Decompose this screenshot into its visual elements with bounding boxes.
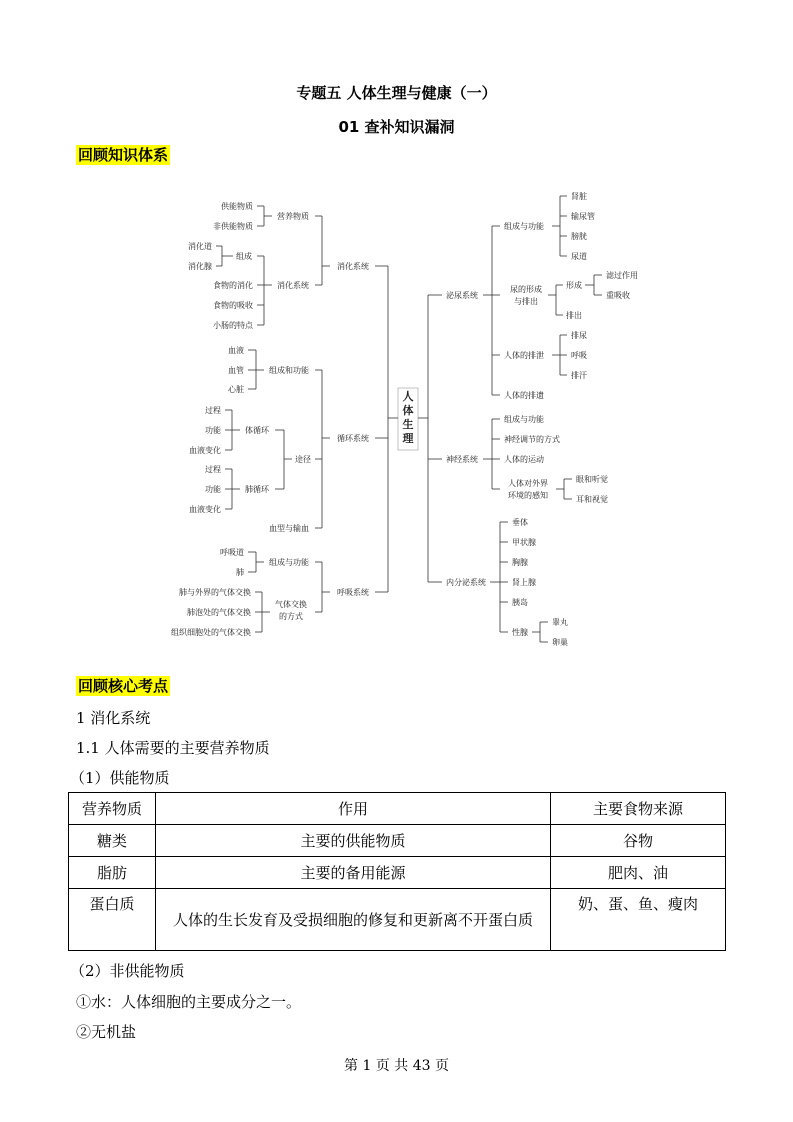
node-blood: 血液 <box>228 346 244 355</box>
node-gas-exchange-line2: 的方式 <box>279 612 303 621</box>
node-endocrine-system: 内分泌系统 <box>446 578 486 587</box>
nutrient-table <box>68 792 726 951</box>
root-char-2: 体 <box>402 404 414 417</box>
node-reabsorption: 重吸收 <box>606 291 630 300</box>
node-sense-line2: 环境的感知 <box>508 491 548 500</box>
node-food-absorption: 食物的吸收 <box>213 301 253 310</box>
node-nervous-system: 神经系统 <box>446 455 478 464</box>
node-urine-form-line1: 尿的形成 <box>510 285 542 294</box>
node-lung-air-exchange: 肺与外界的气体交换 <box>179 588 251 597</box>
page-title: 专题五 人体生理与健康（一） <box>296 84 497 102</box>
node-gonad: 性腺 <box>512 628 528 637</box>
node-vessel: 血管 <box>228 366 244 375</box>
table-cell: 脂肪 <box>69 857 156 889</box>
node-composition: 组成 <box>236 252 252 261</box>
node-urination: 排尿 <box>571 331 587 340</box>
heading-digestive-system: 1 消化系统 <box>76 709 151 727</box>
node-airway: 呼吸道 <box>220 548 244 557</box>
table-cell: 蛋白质 <box>69 889 156 951</box>
root-char-3: 生 <box>402 418 414 431</box>
node-resp-composition: 组成与功能 <box>269 558 309 567</box>
node-lung: 肺 <box>236 568 244 577</box>
node-intestine-features: 小肠的特点 <box>213 321 253 330</box>
table-row <box>69 857 726 889</box>
node-bladder: 膀胱 <box>571 232 587 241</box>
paragraph-energy-nutrients: （1）供能物质 <box>70 769 170 787</box>
node-excretion: 人体的排泄 <box>504 351 544 360</box>
node-nervous-composition: 组成与功能 <box>504 415 544 424</box>
root-char-4: 理 <box>402 432 414 445</box>
node-non-energy-nutrients: 非供能物质 <box>213 222 253 231</box>
section-heading-knowledge <box>76 144 170 165</box>
node-pulmonary-function: 功能 <box>205 485 221 494</box>
node-blood-type: 血型与输血 <box>269 524 309 533</box>
node-pulmonary-circulation: 肺循环 <box>245 485 269 494</box>
node-systemic-process: 过程 <box>205 406 221 415</box>
knowledge-system-label: 回顾知识体系 <box>78 146 169 164</box>
node-sweating: 排汗 <box>571 371 587 380</box>
table-row <box>69 825 726 857</box>
node-food-digestion: 食物的消化 <box>213 281 253 290</box>
node-pituitary: 垂体 <box>512 518 528 527</box>
paragraph-water: ①水：人体细胞的主要成分之一。 <box>76 993 302 1011</box>
section-heading-core <box>76 675 170 696</box>
node-form: 形成 <box>566 281 582 290</box>
node-digestive-gland: 消化腺 <box>188 262 212 271</box>
node-systemic-blood-change: 血液变化 <box>189 446 221 455</box>
table-cell: 人体的生长发育及受损细胞的修复和更新离不开蛋白质 <box>156 889 551 951</box>
core-points-label: 回顾核心考点 <box>78 677 169 695</box>
node-human-movement: 人体的运动 <box>504 455 544 464</box>
node-thyroid: 甲状腺 <box>512 538 536 547</box>
table-cell: 主要的备用能源 <box>156 857 551 889</box>
node-respiratory-system: 呼吸系统 <box>337 588 369 597</box>
table-cell: 主要的供能物质 <box>156 825 551 857</box>
table-cell: 糖类 <box>69 825 156 857</box>
node-breathing: 呼吸 <box>571 351 587 360</box>
node-kidney: 肾脏 <box>571 192 587 201</box>
node-systemic-function: 功能 <box>205 426 221 435</box>
node-testis: 睾丸 <box>552 618 568 627</box>
table-row <box>69 889 726 951</box>
table-header-row <box>69 793 726 825</box>
node-alveolar-exchange: 肺泡处的气体交换 <box>187 608 251 617</box>
node-thymus: 胸腺 <box>512 558 528 567</box>
table-header-cell: 营养物质 <box>69 793 156 825</box>
node-energy-nutrients: 供能物质 <box>221 202 253 211</box>
node-islet: 胰岛 <box>512 598 528 607</box>
node-gas-exchange-line1: 气体交换 <box>275 600 307 609</box>
knowledge-mind-map <box>0 180 793 655</box>
node-pulmonary-blood-change: 血液变化 <box>189 505 221 514</box>
node-excrete-out: 排出 <box>566 311 582 320</box>
node-ureter: 输尿管 <box>571 212 595 221</box>
node-ear-vision: 耳和视觉 <box>576 495 608 504</box>
node-circulatory-system: 循环系统 <box>337 434 369 443</box>
node-urinary-composition: 组成与功能 <box>504 222 544 231</box>
node-sense-line1: 人体对外界 <box>508 479 548 488</box>
table-cell: 谷物 <box>551 825 726 857</box>
page-footer: 第 1 页 共 43 页 <box>344 1058 449 1074</box>
node-eye-hearing: 眼和听觉 <box>576 475 608 484</box>
node-urinary-system: 泌尿系统 <box>446 291 478 300</box>
node-digestive-system: 消化系统 <box>337 262 369 271</box>
table-cell: 肥肉、油 <box>551 857 726 889</box>
page-subtitle: 01 查补知识漏洞 <box>338 118 455 136</box>
paragraph-minerals: ②无机盐 <box>76 1023 137 1041</box>
node-circ-pathway: 途径 <box>295 455 311 464</box>
table-header-cell: 主要食物来源 <box>551 793 726 825</box>
node-heart: 心脏 <box>228 385 244 394</box>
paragraph-non-energy: （2）非供能物质 <box>70 962 185 980</box>
node-urine-form-line2: 与排出 <box>514 297 538 306</box>
node-systemic-circulation: 体循环 <box>245 426 269 435</box>
node-tissue-exchange: 组织细胞处的气体交换 <box>171 628 251 637</box>
table-header-cell: 作用 <box>156 793 551 825</box>
node-urethra: 尿道 <box>571 252 587 261</box>
node-adrenal: 肾上腺 <box>512 578 536 587</box>
node-egestion: 人体的排遗 <box>504 391 544 400</box>
heading-main-nutrients: 1.1 人体需要的主要营养物质 <box>76 739 270 757</box>
node-digestive-tract: 消化道 <box>188 242 212 251</box>
node-nervous-regulation: 神经调节的方式 <box>504 435 560 444</box>
table-cell: 奶、蛋、鱼、瘦肉 <box>551 889 726 951</box>
node-pulmonary-process: 过程 <box>205 465 221 474</box>
node-digestion-subsystem: 消化系统 <box>277 281 309 290</box>
node-filtration: 滤过作用 <box>606 271 638 280</box>
root-char-1: 人 <box>402 390 414 403</box>
node-nutrients: 营养物质 <box>277 212 309 221</box>
node-circ-composition: 组成和功能 <box>269 366 309 375</box>
node-ovary: 卵巢 <box>552 638 568 647</box>
